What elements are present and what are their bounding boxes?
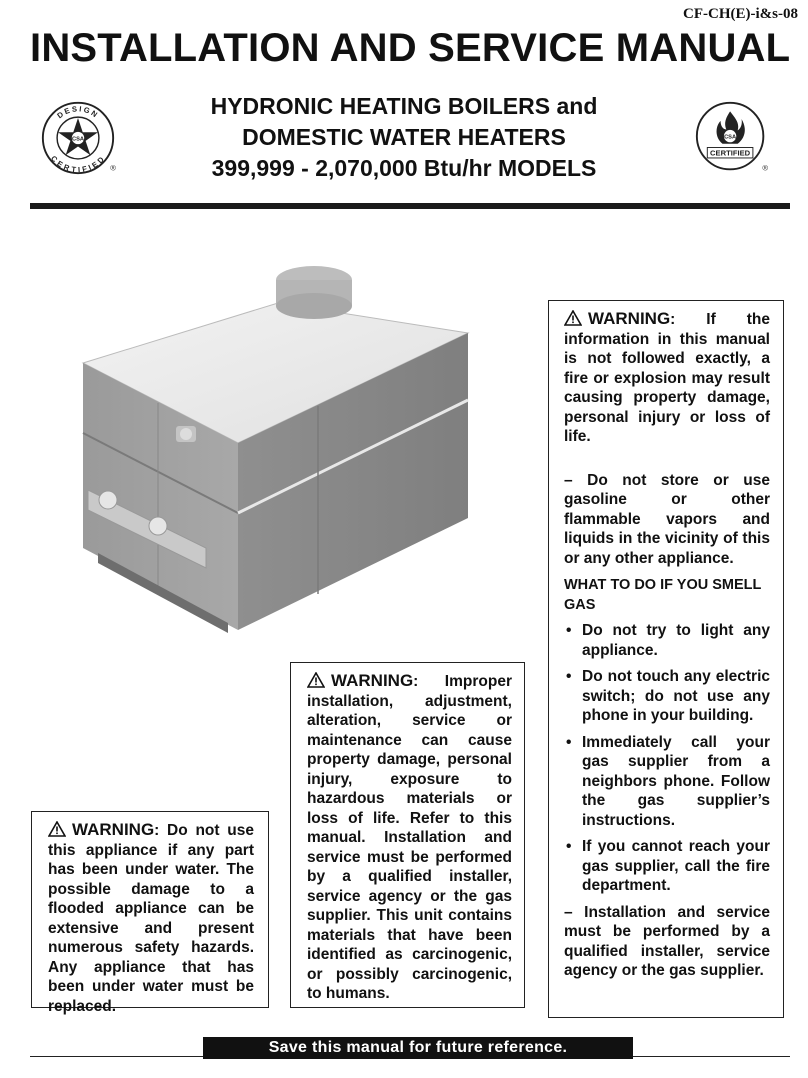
subtitle-line-1: HYDRONIC HEATING BOILERS and	[210, 93, 598, 119]
seal-left-bottom-text: CERTIFIED	[49, 153, 107, 175]
warning-box-installation	[290, 662, 525, 1008]
seal-right-registered-mark: ®	[762, 163, 769, 173]
warning-gas-intro-text: : If the information in this manual is not followed exactly, a fire or explosion may result causing property damage, personal injury or loss of life.	[564, 311, 770, 445]
smell-gas-heading: WHAT TO DO IF YOU SMELL GAS	[564, 577, 762, 613]
header-rule	[30, 203, 790, 209]
warning-triangle-icon	[307, 672, 325, 688]
list-item: • If you cannot reach your gas supplier, call the fire department.	[564, 837, 770, 896]
warning-label: WARNING	[588, 309, 671, 328]
warning-label: WARNING	[72, 820, 155, 839]
seal-right-bottom-text: CERTIFIED	[710, 148, 751, 158]
design-certified-seal-icon	[40, 100, 116, 176]
subtitle-line-2: DOMESTIC WATER HEATERS	[242, 124, 566, 150]
warning-installation-closing: – Installation and service must be performed by a qualified installer, service agency or the gas supplier.	[564, 903, 770, 979]
page-title: INSTALLATION AND SERVICE MANUAL	[30, 26, 791, 70]
warning-triangle-icon	[48, 821, 66, 837]
seal-left-center-text: CSA	[71, 136, 85, 143]
warning-do-not-store: – Do not store or use gasoline or other flammable vapors and liquids in the vicinity of this or any other appliance.	[564, 471, 770, 567]
warning-installation-text	[307, 671, 512, 1004]
csa-certified-seal-icon	[694, 100, 770, 176]
subtitle-line-3: 399,999 - 2,070,000 Btu/hr MODELS	[211, 155, 597, 181]
seal-left-top-text: DESIGN	[55, 104, 101, 121]
list-item: • Do not try to light any appliance.	[564, 621, 770, 660]
smell-gas-list	[564, 621, 770, 896]
warning-triangle-icon	[564, 310, 582, 326]
seal-left-registered-mark: ®	[110, 163, 116, 173]
warning-label: WARNING	[331, 671, 414, 690]
list-item: • Immediately call your gas supplier from a neighbors phone. Follow the gas supplier’s instructions.	[564, 733, 770, 831]
document-code: CF-CH(E)-i&s-08	[683, 6, 798, 22]
subtitle	[130, 91, 678, 184]
warning-gas-intro	[564, 309, 770, 447]
svg-text:CERTIFIED	[49, 154, 107, 174]
warning-box-gas	[548, 300, 784, 1018]
boiler-unit-image	[78, 258, 478, 638]
warning-flood-text	[48, 820, 254, 1016]
footer-note: Save this manual for future reference.	[203, 1037, 633, 1059]
warning-installation-body: : Improper installation, adjustment, alteration, service or maintenance can cause property damage, personal injury, exposure to hazardous materials or loss of life. Refer to this manual. Installation and service must be performed by a qualified installer, service agency or the gas supplier. This unit contains materials that have been identified as carcinogenic, or possibly carcinogenic, to humans.	[307, 673, 512, 1002]
list-item: • Do not touch any electric switch; do not use any phone in your building.	[564, 667, 770, 726]
warning-flood-body: : Do not use this appliance if any part has been under water. The possible damage to a flooded appliance can be extensive and present numerous safety hazards. Any appliance that has been under water must be replaced.	[48, 822, 254, 1015]
warning-box-flood	[31, 811, 269, 1015]
seal-right-center-text: CSA	[724, 134, 737, 141]
